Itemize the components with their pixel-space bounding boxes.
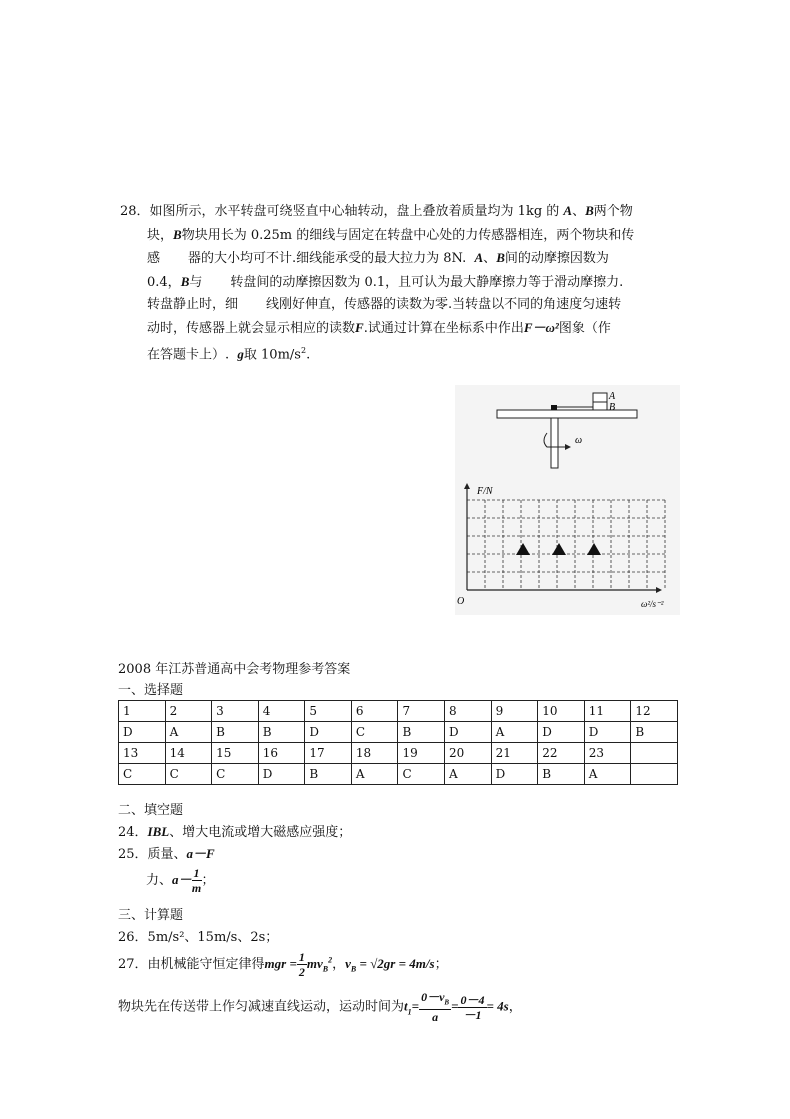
table-cell: D (119, 722, 166, 743)
last-eq: = (411, 998, 420, 1014)
a24-text: 、增大电流或增大磁感应强度； (169, 825, 352, 840)
q28-text-4c: 转盘间的动摩擦因数为 0.1，且可认为最大静摩擦力等于滑动摩擦力. (230, 274, 624, 290)
table-cell: 3 (212, 701, 259, 722)
figure-svg (455, 385, 680, 615)
answer-27 (118, 950, 448, 979)
last-frac-2 (458, 993, 486, 1022)
answer-title: 2008 年江苏普通高中会考物理参考答案 (118, 662, 351, 677)
q28-text-1: 28．如图所示，水平转盘可绕竖直中心轴转动，盘上叠放着质量均为 1kg 的 (120, 204, 560, 219)
table-cell: D (538, 722, 585, 743)
q28-text-3c: 间的动摩擦因数为 (504, 251, 609, 266)
table-cell: A (584, 764, 631, 785)
a25b-end: ； (201, 873, 215, 888)
table-cell: 18 (351, 743, 398, 764)
last-t: t (404, 998, 408, 1014)
table-cell: 7 (398, 701, 445, 722)
table-cell: B (398, 722, 445, 743)
fig-label-b: B (609, 402, 616, 413)
table-cell: C (351, 722, 398, 743)
q28-line-3 (120, 247, 680, 271)
a25-num: 25．质量、 (118, 847, 187, 862)
table-cell (631, 743, 678, 764)
label-b: B (585, 203, 594, 218)
table-cell: 5 (305, 701, 352, 722)
table-cell: C (212, 764, 259, 785)
last-f1-den: a (432, 1010, 439, 1025)
table-cell: 8 (445, 701, 492, 722)
a24-num: 24． (118, 825, 148, 840)
answer-25b (146, 866, 215, 895)
table-cell: 14 (165, 743, 212, 764)
table-cell: B (631, 722, 678, 743)
a25b-math: a－ (172, 872, 192, 887)
fig-label-a: A (609, 391, 616, 402)
table-cell: A (445, 764, 492, 785)
a25b-text: 力、 (146, 873, 173, 888)
table-cell: 16 (258, 743, 305, 764)
q28-text-3b: 器的大小均可不计.细线能承受的最大拉力为 8N. (188, 251, 467, 266)
fig-omega: ω (575, 435, 583, 446)
table-row (119, 764, 678, 785)
a25b-frac-num: 1 (193, 866, 200, 880)
a27-eq1-left: mgr = (264, 956, 297, 971)
dot: . (306, 347, 311, 363)
table-cell: 21 (491, 743, 538, 764)
q28-line-5 (120, 294, 680, 317)
last-end: ， (508, 999, 522, 1015)
q28-text-2b: 物块用长为 0.25m 的细线与固定在转盘中心处的力传感器相连，两个物块和传 (181, 227, 635, 243)
label-b-3: B (496, 250, 505, 265)
table-cell: 23 (584, 743, 631, 764)
answer-25 (118, 843, 215, 862)
table-cell: D (491, 764, 538, 785)
turntable-figure (455, 385, 680, 615)
q28-line-2 (120, 224, 680, 248)
table-cell: 1 (119, 701, 166, 722)
table-cell (631, 764, 678, 785)
choice-answer-table (118, 700, 678, 785)
q28-line-7 (120, 340, 680, 367)
answer-27-continued: 物块先在传送带上作匀减速直线运动，运动时间为$t_1=$ $\frac{0-v_B}{a}$ = $\frac{0-4}{-1}$ = 4s， (118, 990, 522, 1025)
table-cell: 12 (631, 701, 678, 722)
last-f2-den: －1 (463, 1007, 482, 1022)
section-calc: 三、计算题 (118, 908, 184, 923)
a27-eq1-right: mv (306, 956, 323, 971)
last-text: 物块先在传送带上作匀减速直线运动，运动时间为 (118, 999, 405, 1015)
last-t-sub: 1 (407, 1007, 412, 1017)
a25-math: a－F (186, 846, 215, 861)
table-cell: B (258, 722, 305, 743)
q28-line-4 (120, 271, 680, 295)
table-cell: 22 (538, 743, 585, 764)
last-f1-num: 0－v (421, 990, 445, 1004)
q28-text-6a: 动时，传感器上就会显示相应的读数 (147, 320, 356, 336)
label-a: A (563, 203, 573, 218)
table-cell: C (165, 764, 212, 785)
a27-end: ； (434, 957, 448, 972)
x-axis-label: ω²/s⁻² (641, 599, 664, 609)
table-cell: D (584, 722, 631, 743)
a27-frac-den: 2 (298, 965, 305, 979)
q28-text-4b: 与 (189, 274, 203, 290)
table-row (119, 701, 678, 722)
label-f: F (355, 319, 364, 335)
block-a (593, 393, 607, 402)
table-cell: C (119, 764, 166, 785)
a27-eq2-mid: = √2gr = 4m/s (356, 956, 435, 971)
table-cell: 9 (491, 701, 538, 722)
label-b-2: B (173, 226, 182, 242)
table-cell: B (212, 722, 259, 743)
last-f1-sub: B (444, 998, 450, 1007)
origin-label: O (457, 596, 465, 607)
a27-eq2-sub: B (350, 964, 357, 974)
force-sensor (551, 405, 557, 410)
table-cell: 6 (351, 701, 398, 722)
table-cell: B (305, 764, 352, 785)
a27-frac (297, 950, 307, 979)
answer-26: 26．5m/s²、15m/s、2s； (118, 930, 279, 945)
a27-text: 27．由机械能守恒定律得 (118, 957, 265, 972)
last-f2-num: 0－4 (460, 992, 485, 1007)
block-b (593, 402, 607, 410)
graph-formula: F－ω² (523, 319, 559, 335)
last-result: = 4s (486, 998, 509, 1014)
a27-sup: 2 (328, 955, 333, 965)
sep: 、 (572, 204, 586, 219)
section-choice: 一、选择题 (118, 683, 184, 698)
table-cell: 13 (119, 743, 166, 764)
table-cell: 19 (398, 743, 445, 764)
table-cell: D (305, 722, 352, 743)
q28-line-1 (120, 200, 680, 224)
q28-text-5b: 线刚好伸直，传感器的读数为零.当转盘以不同的角速度匀速转 (266, 297, 622, 312)
a24-math: IBL (147, 824, 170, 839)
sep-3: 、 (483, 251, 497, 266)
label-g: g (237, 346, 244, 362)
table-cell: A (165, 722, 212, 743)
q28-text-5a: 转盘静止时，细 (147, 297, 239, 312)
q28-text-6c: 图象（作 (558, 320, 611, 336)
q28-text-2a: 块， (147, 227, 174, 243)
table-cell: D (445, 722, 492, 743)
q28-text-6b: .试通过计算在坐标系中作出 (363, 320, 524, 336)
q28-text-3a: 感 (147, 251, 161, 266)
a27-comma: ， (332, 957, 346, 972)
label-b-4: B (180, 273, 190, 289)
section-fill: 二、填空题 (118, 803, 184, 818)
a25b-frac (192, 866, 202, 895)
question-28 (120, 200, 680, 367)
table-cell: C (398, 764, 445, 785)
a27-frac-num: 1 (298, 950, 305, 964)
a25b-frac-den: m (191, 881, 202, 895)
table-cell: 15 (212, 743, 259, 764)
table-cell: 11 (584, 701, 631, 722)
table-row (119, 722, 678, 743)
q28-text-4a: 0.4， (147, 274, 181, 290)
table-cell: 4 (258, 701, 305, 722)
q28-text-1-end: 两个物 (593, 204, 633, 219)
last-frac-1 (419, 990, 451, 1024)
q28-text-7b: 取 10m/s (243, 347, 301, 363)
a27-sub: B (322, 964, 329, 974)
q28-line-6 (120, 317, 680, 341)
table-cell: A (351, 764, 398, 785)
answer-24 (118, 821, 351, 840)
a27-eq2: v (345, 956, 351, 971)
q28-text-7a: 在答题卡上）. (147, 347, 230, 363)
label-a-3: A (474, 250, 484, 265)
table-cell: 20 (445, 743, 492, 764)
sq: 2 (300, 346, 307, 355)
table-cell: A (491, 722, 538, 743)
y-axis-label: F/N (477, 486, 493, 497)
shaft (551, 418, 558, 468)
table-row (119, 743, 678, 764)
table-cell: 10 (538, 701, 585, 722)
table-cell: 2 (165, 701, 212, 722)
table-cell: 17 (305, 743, 352, 764)
table-cell: D (258, 764, 305, 785)
table-cell: B (538, 764, 585, 785)
turntable-disk (497, 410, 637, 418)
